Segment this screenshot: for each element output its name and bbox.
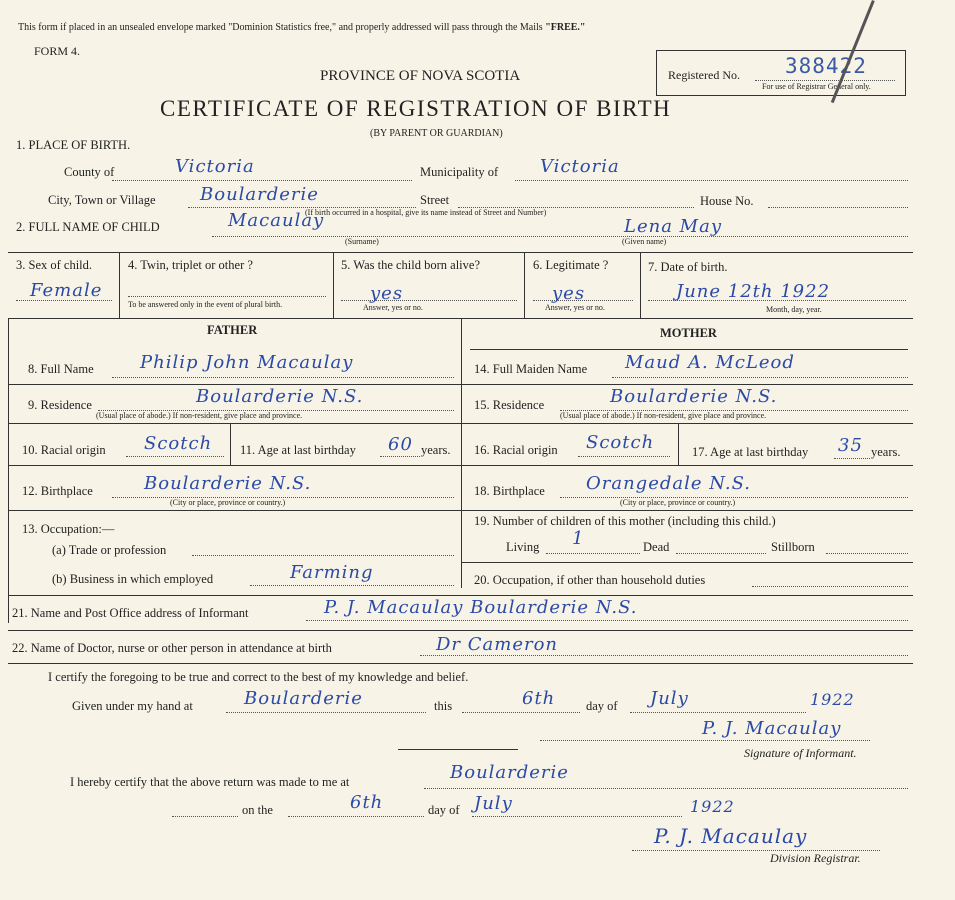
registrar-month-line — [472, 816, 682, 817]
father-race-label: 10. Racial origin — [22, 443, 106, 457]
street-label: Street — [420, 193, 450, 207]
mother-years-label: years. — [871, 445, 901, 459]
separator-rule — [398, 749, 518, 750]
father-rule-4 — [8, 510, 461, 511]
child-given-name: Lena May — [624, 216, 722, 237]
cert-day-of-label: day of — [586, 699, 618, 713]
informant-value: P. J. Macaulay Boularderie N.S. — [324, 597, 638, 618]
father-race-value: Scotch — [144, 433, 213, 454]
children-label: 19. Number of children of this mother (including this child.) — [474, 514, 776, 528]
county-label: County of — [64, 165, 115, 179]
row3-divider-1 — [119, 252, 120, 318]
informant-line — [306, 620, 908, 621]
father-residence-label: 9. Residence — [28, 398, 92, 412]
child-surname: Macaulay — [228, 210, 325, 231]
mother-race-value: Scotch — [586, 432, 655, 453]
sex-label: 3. Sex of child. — [16, 258, 93, 272]
surname-label: (Surname) — [345, 237, 379, 246]
father-name-value: Philip John Macaulay — [140, 352, 354, 373]
mother-rule-2 — [461, 423, 913, 424]
registered-note: For use of Registrar General only. — [762, 82, 871, 91]
mother-age-line — [834, 458, 870, 459]
registrar-place-value: Boularderie — [450, 762, 569, 783]
twin-line — [128, 296, 326, 297]
mother-rule-3 — [461, 465, 913, 466]
place-of-birth-label: 1. PLACE OF BIRTH. — [16, 138, 131, 152]
given-place-value: Boularderie — [244, 688, 363, 709]
mother-rule-4 — [461, 510, 913, 511]
postal-notice-free: "FREE." — [545, 22, 586, 33]
mother-header-rule — [470, 349, 908, 350]
twin-label: 4. Twin, triplet or other ? — [128, 258, 253, 272]
informant-top-rule — [8, 595, 913, 596]
father-rule-3 — [8, 465, 461, 466]
form-number: FORM 4. — [34, 44, 81, 58]
father-birthplace-value: Boularderie N.S. — [144, 473, 312, 494]
twin-note: To be answered only in the event of plural birth. — [128, 300, 283, 309]
province-title: PROVINCE OF NOVA SCOTIA — [320, 68, 521, 84]
registrar-statement: I hereby certify that the above return was made to me at — [70, 775, 350, 789]
father-rule-2 — [8, 423, 461, 424]
father-age-value: 60 — [388, 434, 413, 455]
business-value: Farming — [290, 562, 374, 583]
municipality-line — [515, 180, 908, 181]
given-name-label: (Given name) — [622, 237, 667, 246]
born-alive-value: yes — [370, 283, 404, 304]
registrar-month-value: July — [474, 793, 513, 814]
house-no-line — [768, 207, 908, 208]
registrar-day-line — [288, 816, 424, 817]
trade-label: (a) Trade or profession — [52, 543, 167, 557]
father-residence-note: (Usual place of abode.) If non-resident, give place and province. — [96, 411, 303, 420]
informant-bottom-rule — [8, 630, 913, 631]
dead-label: Dead — [643, 540, 670, 554]
mother-residence-note: (Usual place of abode.) If non-resident, give place and province. — [560, 411, 767, 420]
doctor-label: 22. Name of Doctor, nurse or other person in attendance at birth — [12, 641, 332, 655]
father-rule-1 — [8, 384, 461, 385]
born-alive-line — [341, 300, 517, 301]
registered-number: 388422 — [785, 54, 867, 78]
living-label: Living — [506, 540, 540, 554]
mother-birthplace-note: (City or place, province or country.) — [620, 498, 736, 507]
cert-day-line — [462, 712, 580, 713]
house-no-label: House No. — [700, 194, 754, 208]
sex-value: Female — [30, 280, 103, 301]
registered-line — [755, 80, 895, 81]
father-header: FATHER — [207, 323, 258, 337]
child-name-line — [212, 236, 908, 237]
left-frame — [8, 318, 9, 623]
born-alive-label: 5. Was the child born alive? — [341, 258, 481, 272]
father-years-label: years. — [421, 443, 451, 457]
father-residence-value: Boularderie N.S. — [196, 386, 364, 407]
registrar-lead-line — [172, 816, 238, 817]
hospital-note: (If birth occurred in a hospital, give its name instead of Street and Number) — [305, 208, 547, 217]
registrar-signature-label: Division Registrar. — [770, 851, 861, 865]
stillborn-line — [826, 553, 908, 554]
mother-rule-5 — [461, 562, 913, 563]
mother-age-value: 35 — [838, 435, 863, 456]
county-value: Victoria — [175, 156, 255, 177]
municipality-label: Municipality of — [420, 165, 499, 179]
trade-line — [192, 555, 454, 556]
given-under-label: Given under my hand at — [72, 699, 193, 713]
cert-month-value: July — [650, 688, 689, 709]
mother-birthplace-value: Orangedale N.S. — [586, 473, 751, 494]
legitimate-note: Answer, yes or no. — [545, 303, 605, 312]
this-label: this — [434, 699, 453, 713]
registrar-day-value: 6th — [350, 792, 384, 813]
parents-divider — [461, 318, 462, 588]
registered-label: Registered No. — [668, 68, 740, 82]
stillborn-label: Stillborn — [771, 540, 815, 554]
row3-divider-2 — [333, 252, 334, 318]
row3-divider-4 — [640, 252, 641, 318]
informant-signature: P. J. Macaulay — [702, 718, 842, 739]
dead-line — [676, 553, 766, 554]
mother-rule-1 — [461, 384, 913, 385]
date-of-birth-note: Month, day, year. — [766, 305, 822, 314]
mother-name-line — [612, 377, 908, 378]
occupation-label: 13. Occupation:— — [22, 522, 115, 536]
legitimate-value: yes — [552, 283, 586, 304]
registrar-place-line — [424, 788, 908, 789]
child-name-label: 2. FULL NAME OF CHILD — [16, 220, 160, 234]
legitimate-label: 6. Legitimate ? — [533, 258, 609, 272]
page-title: CERTIFICATE OF REGISTRATION OF BIRTH — [160, 96, 672, 121]
date-of-birth-label: 7. Date of birth. — [648, 260, 728, 274]
county-line — [112, 180, 412, 181]
cert-month-line — [630, 712, 806, 713]
mother-birthplace-label: 18. Birthplace — [474, 484, 545, 498]
doctor-line — [420, 655, 908, 656]
mother-race-line — [578, 456, 670, 457]
doctor-value: Dr Cameron — [436, 634, 559, 655]
father-name-line — [112, 377, 454, 378]
cert-year-value: 1922 — [810, 690, 855, 709]
business-line — [250, 585, 454, 586]
mother-header: MOTHER — [660, 326, 717, 340]
informant-label: 21. Name and Post Office address of Informant — [12, 606, 249, 620]
cert-day-value: 6th — [522, 688, 556, 709]
postal-notice — [18, 22, 585, 33]
mother-occupation-line — [752, 586, 908, 587]
mother-occupation-label: 20. Occupation, if other than household duties — [474, 573, 706, 587]
certify-statement: I certify the foregoing to be true and correct to the best of my knowledge and belief. — [48, 670, 469, 684]
mother-name-label: 14. Full Maiden Name — [474, 362, 588, 376]
city-value: Boularderie — [200, 184, 319, 205]
on-the-label: on the — [242, 803, 273, 817]
mother-race-label: 16. Racial origin — [474, 443, 558, 457]
father-birthplace-note: (City or place, province or country.) — [170, 498, 286, 507]
father-race-divider — [230, 423, 231, 465]
mother-residence-label: 15. Residence — [474, 398, 545, 412]
registrar-day-of-label: day of — [428, 803, 460, 817]
born-alive-note: Answer, yes or no. — [363, 303, 423, 312]
doctor-bottom-rule — [8, 663, 913, 664]
row3-divider-3 — [524, 252, 525, 318]
date-of-birth-value: June 12th 1922 — [676, 281, 831, 302]
mother-residence-value: Boularderie N.S. — [610, 386, 778, 407]
registrar-signature: P. J. Macaulay — [654, 824, 808, 848]
registrar-year-value: 1922 — [690, 797, 735, 816]
father-name-label: 8. Full Name — [28, 362, 94, 376]
postal-notice-text: This form if placed in an unsealed envelope marked "Dominion Statistics free," and properly addressed will pass through the Mails — [18, 22, 543, 33]
mother-age-label: 17. Age at last birthday — [692, 445, 809, 459]
living-line — [546, 553, 640, 554]
city-label: City, Town or Village — [48, 193, 156, 207]
father-race-line — [126, 456, 224, 457]
row3-top-rule — [8, 252, 913, 253]
page-subtitle: (BY PARENT OR GUARDIAN) — [370, 128, 503, 139]
father-birthplace-label: 12. Birthplace — [22, 484, 93, 498]
informant-signature-line — [540, 740, 870, 741]
given-place-line — [226, 712, 426, 713]
father-age-line — [380, 456, 420, 457]
father-age-label: 11. Age at last birthday — [240, 443, 356, 457]
living-value: 1 — [572, 528, 585, 549]
informant-signature-label: Signature of Informant. — [744, 746, 857, 760]
mother-name-value: Maud A. McLeod — [625, 352, 795, 373]
mother-race-divider — [678, 423, 679, 465]
municipality-value: Victoria — [540, 156, 620, 177]
business-label: (b) Business in which employed — [52, 572, 214, 586]
